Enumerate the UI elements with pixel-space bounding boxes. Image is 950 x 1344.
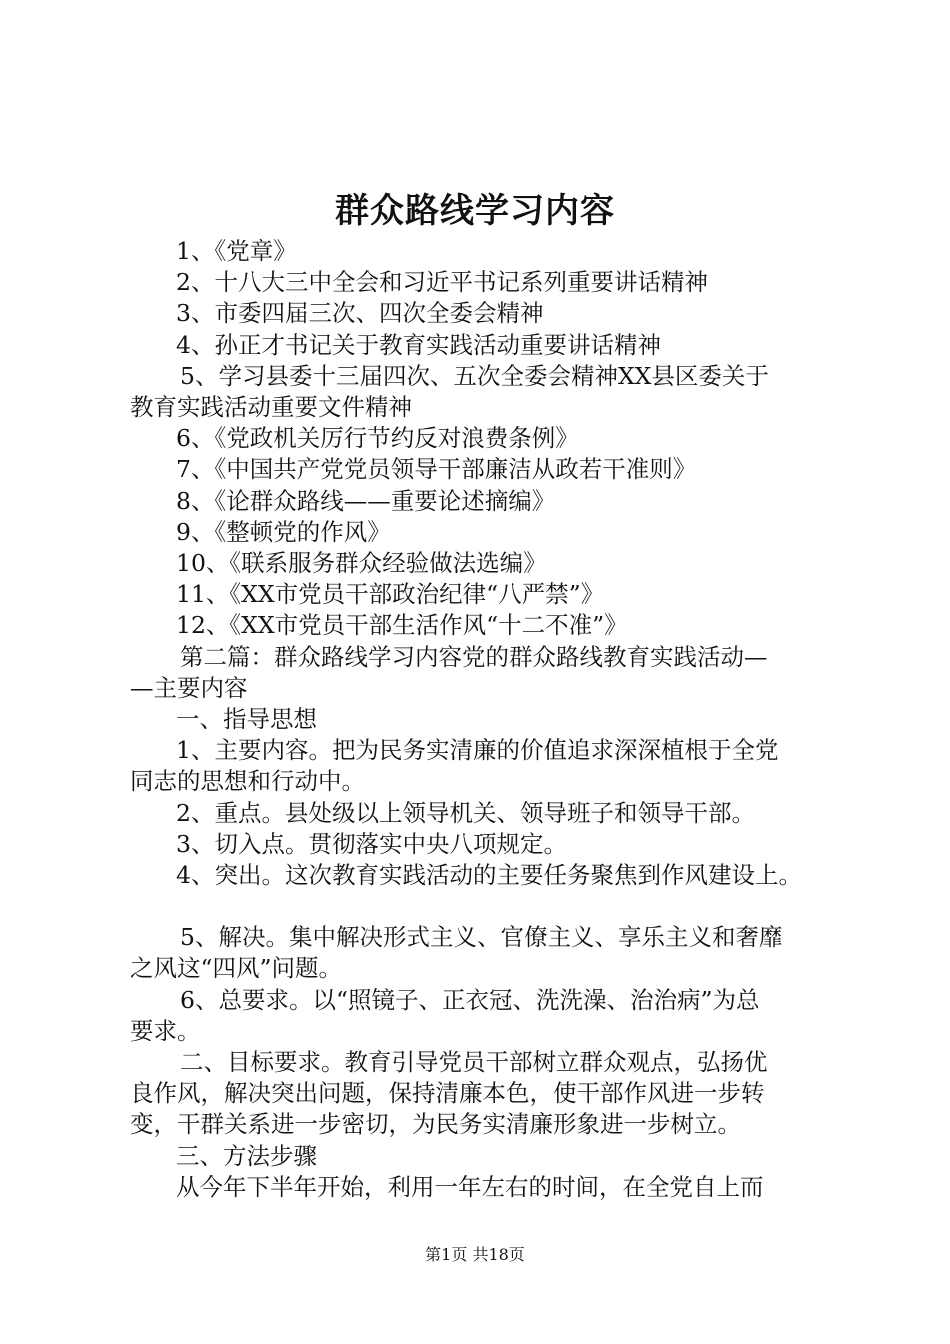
text-line: 良作风，解决突出问题，保持清廉本色，使干部作风进一步转: [130, 1079, 765, 1108]
text-line: 6、总要求。以“照镜子、正衣冠、洗洗澡、治治病”为总: [180, 985, 760, 1014]
document-body: [130, 236, 840, 1203]
text-line: 10、《联系服务群众经验做法选编》: [176, 549, 547, 578]
text-line: 从今年下半年开始，利用一年左右的时间，在全党自上而: [176, 1172, 764, 1201]
text-line: 变，干群关系进一步密切，为民务实清廉形象进一步树立。: [130, 1110, 741, 1139]
subheading: 一、指导思想: [176, 705, 317, 734]
text-line: 11、《XX市党员干部政治纪律“八严禁”》: [176, 580, 605, 609]
text-line: 4、孙正才书记关于教育实践活动重要讲话精神: [176, 330, 661, 359]
text-line: 1、《党章》: [176, 237, 297, 265]
text-line: 4、突出。这次教育实践活动的主要任务聚焦到作风建设上。: [176, 861, 802, 890]
text-line: 同志的思想和行动中。: [130, 767, 365, 796]
text-line: 2、十八大三中全会和习近平书记系列重要讲话精神: [176, 268, 708, 297]
document-title: 群众路线学习内容: [335, 191, 615, 231]
section-heading: 第二篇：群众路线学习内容党的群众路线教育实践活动—: [180, 642, 768, 671]
text-line: 5、学习县委十三届四次、五次全委会精神XX县区委关于: [180, 361, 769, 390]
text-line: 1、主要内容。把为民务实清廉的价值追求深深植根于全党: [176, 736, 779, 765]
section-heading: —主要内容: [130, 673, 248, 702]
text-line: 要求。: [130, 1016, 201, 1045]
text-line: 3、切入点。贯彻落实中央八项规定。: [176, 829, 567, 858]
text-line: 教育实践活动重要文件精神: [130, 393, 412, 422]
text-line: 8、《论群众路线——重要论述摘编》: [176, 486, 556, 515]
text-line: 6、《党政机关厉行节约反对浪费条例》: [176, 424, 579, 453]
subheading: 三、方法步骤: [176, 1141, 317, 1170]
text-line: 二、目标要求。教育引导党员干部树立群众观点，弘扬优: [180, 1048, 768, 1077]
text-line: 7、《中国共产党党员领导干部廉洁从政若干准则》: [176, 455, 697, 484]
blank-line: [130, 891, 840, 922]
text-line: 3、市委四届三次、四次全委会精神: [176, 299, 544, 328]
text-line: 9、《整顿党的作风》: [176, 517, 391, 546]
text-line: 之风这“四风”问题。: [130, 954, 343, 983]
page-footer: 第1页 共18页: [425, 1245, 525, 1264]
text-line: 5、解决。集中解决形式主义、官僚主义、享乐主义和奢靡: [180, 923, 783, 952]
text-line: 2、重点。县处级以上领导机关、领导班子和领导干部。: [176, 798, 755, 827]
text-line: 12、《XX市党员干部生活作风“十二不准”》: [176, 611, 628, 640]
